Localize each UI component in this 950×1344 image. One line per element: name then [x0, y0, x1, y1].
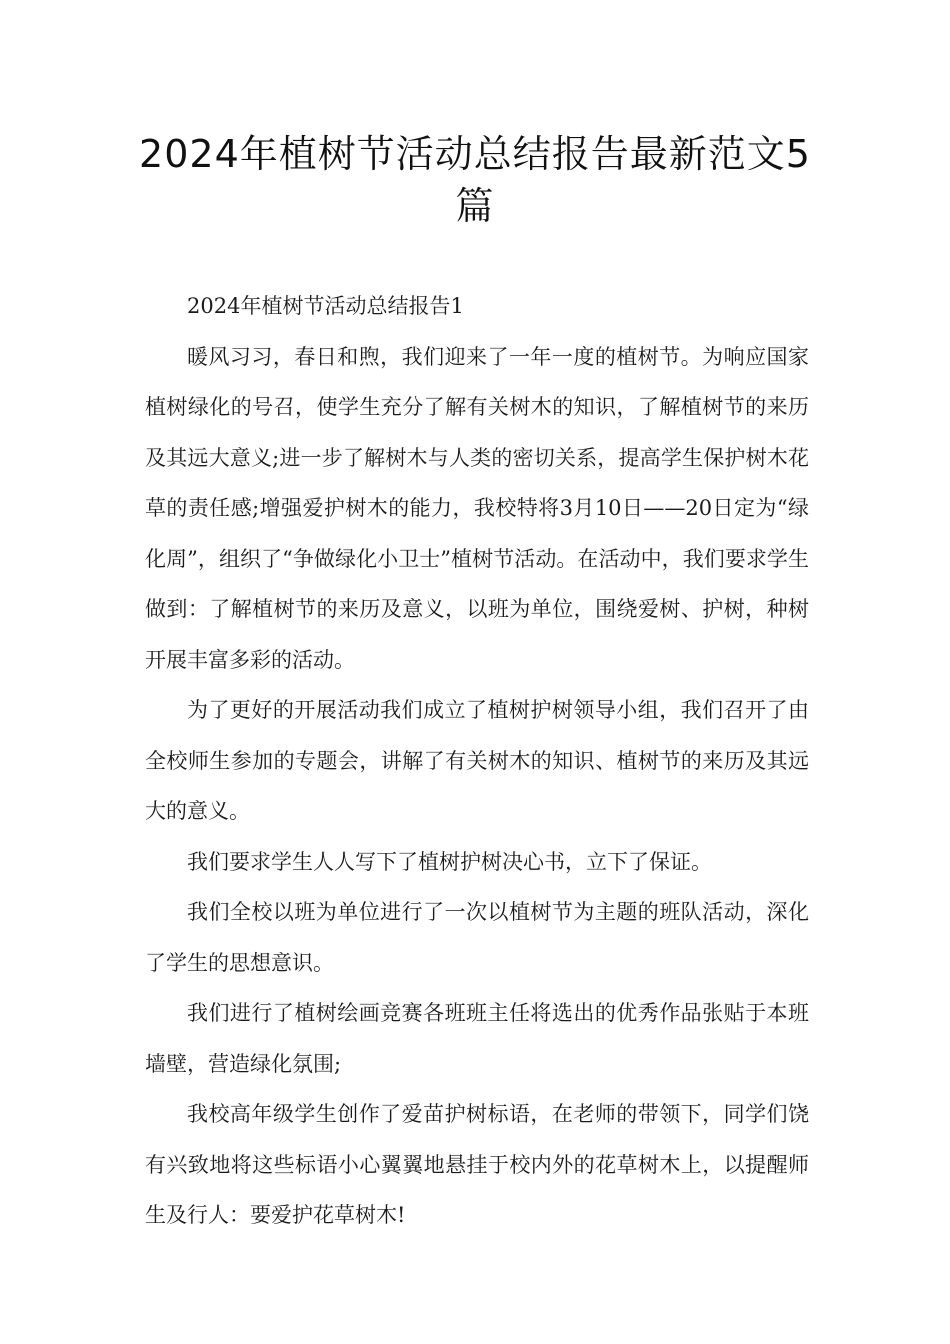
document-title: 2024年植树节活动总结报告最新范文5篇 [139, 132, 811, 228]
paragraph: 暖风习习，春日和煦，我们迎来了一年一度的植树节。为响应国家植树绿化的号召，使学生充分了解有关树木的知识，了解植树节的来历及其远大意义;进一步了解树木与人类的密切关系，提高学生保护树木花草的责任感;增强爱护树木的能力，我校特将3月10日——20日定为“绿化周”，组织了“争做绿化小卫士”植树节活动。在活动中，我们要求学生做到：了解植树节的来历及意义，以班为单位，围绕爱树、护树，种树开展丰富多彩的活动。 [145, 344, 809, 672]
paragraph: 为了更好的开展活动我们成立了植树护树领导小组，我们召开了由全校师生参加的专题会，讲解了有关树木的知识、植树节的来历及其远大的意义。 [145, 698, 809, 823]
paragraph: 我校高年级学生创作了爱苗护树标语，在老师的带领下，同学们饶有兴致地将这些标语小心翼翼地悬挂于校内外的花草树木上，以提醒师生及行人：要爱护花草树木! [145, 1102, 809, 1227]
paragraph: 我们全校以班为单位进行了一次以植树节为主题的班队活动，深化了学生的思想意识。 [145, 900, 809, 975]
section-heading: 2024年植树节活动总结报告1 [187, 294, 464, 318]
paragraph: 我们要求学生人人写下了植树护树决心书，立下了保证。 [187, 849, 712, 874]
document-body [145, 281, 809, 1241]
paragraph: 我们进行了植树绘画竞赛各班班主任将选出的优秀作品张贴于本班墙壁，营造绿化氛围; [145, 1001, 809, 1076]
